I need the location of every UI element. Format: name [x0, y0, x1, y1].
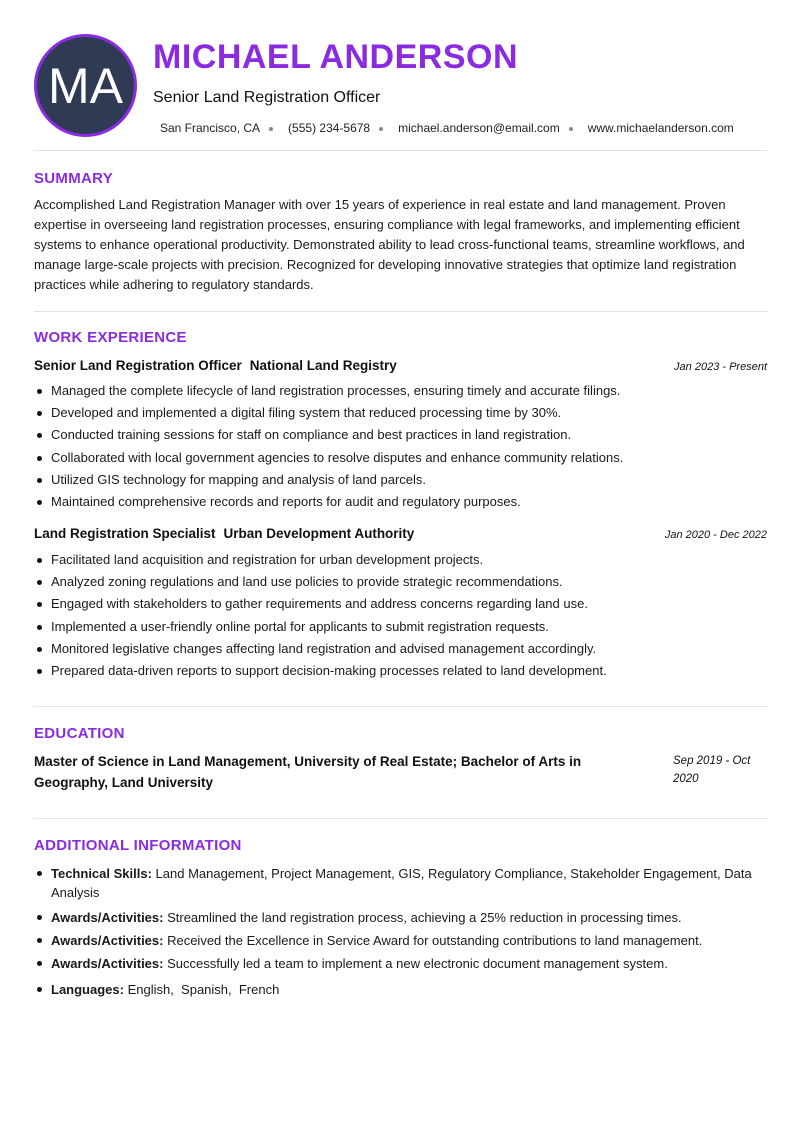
list-item: Facilitated land acquisition and registration for urban development projects.: [34, 549, 769, 571]
separator-dot: [379, 127, 383, 131]
contact-website[interactable]: www.michaelanderson.com: [587, 121, 734, 135]
candidate-name: MICHAEL ANDERSON: [153, 38, 519, 76]
list-item: Developed and implemented a digital filing system that reduced processing time by 30%.: [34, 402, 769, 424]
list-item: [34, 954, 769, 973]
contact-phone: (555) 234-5678: [288, 121, 371, 135]
job-title: [34, 526, 414, 541]
separator-dot: [569, 127, 573, 131]
list-item: Utilized GIS technology for mapping and analysis of land parcels.: [34, 469, 769, 491]
info-text: Streamlined the land registration process, achieving a 25% reduction in processing times.: [163, 910, 682, 925]
avatar-initials: MA: [48, 57, 123, 114]
info-text: English, Spanish, French: [123, 982, 280, 997]
divider: [34, 706, 767, 707]
list-item: Implemented a user-friendly online portal for applicants to submit registration requests.: [34, 616, 769, 638]
additional-info-heading: ADDITIONAL INFORMATION: [34, 837, 242, 854]
divider: [34, 311, 767, 312]
info-label: Languages:: [51, 982, 124, 997]
divider: [34, 818, 767, 819]
contact-email[interactable]: michael.anderson@email.com: [398, 121, 560, 135]
job-bullets: [34, 380, 769, 513]
list-item: Engaged with stakeholders to gather requirements and address concerns regarding land use.: [34, 593, 769, 615]
info-text: Land Management, Project Management, GIS, Regulatory Compliance, Stakeholder Engagement, Data Analysis: [51, 866, 752, 900]
info-text: Received the Excellence in Service Award for outstanding contributions to land management.: [163, 933, 703, 948]
job-date: Jan 2023 - Present: [674, 361, 767, 373]
info-label: Awards/Activities:: [51, 910, 164, 925]
info-label: Awards/Activities:: [51, 933, 164, 948]
list-item: [34, 980, 769, 999]
contact-location: San Francisco, CA: [160, 121, 261, 135]
list-item: [34, 864, 769, 902]
list-item: Managed the complete lifecycle of land registration processes, ensuring timely and accurate filings.: [34, 380, 769, 402]
list-item: Prepared data-driven reports to support decision-making processes related to land development.: [34, 660, 769, 682]
contact-info: [160, 121, 734, 135]
list-item: Conducted training sessions for staff on compliance and best practices in land registration.: [34, 424, 769, 446]
work-experience-heading: WORK EXPERIENCE: [34, 329, 187, 346]
candidate-title: Senior Land Registration Officer: [153, 89, 381, 106]
job-title: [34, 358, 397, 373]
education-date: Sep 2019 - Oct 2020: [673, 755, 751, 785]
job-position: Land Registration Specialist: [34, 526, 216, 541]
summary-heading: SUMMARY: [34, 170, 114, 187]
summary-text: Accomplished Land Registration Manager with over 15 years of experience in real estate and land management. Proven expertise in overseeing land registration processes, ensuring compliance with legal frameworks, and implementing efficient systems to enhance operational productivity. Demonstrated ability to lead cross-functional teams, streamline workflows, and manage large-scale projects with precision. Recognized for developing innovative strategies that optimize land registration practices while adhering to regulatory standards.: [34, 197, 745, 292]
divider: [34, 150, 767, 151]
separator-dot: [269, 127, 273, 131]
list-item: Collaborated with local government agencies to resolve disputes and enhance community relations.: [34, 447, 769, 469]
education-heading: EDUCATION: [34, 725, 125, 742]
job-position: Senior Land Registration Officer: [34, 358, 242, 373]
list-item: [34, 931, 769, 950]
job-organization: Urban Development Authority: [223, 526, 415, 541]
education-degree: Master of Science in Land Management, University of Real Estate; Bachelor of Arts in Geography, Land University: [34, 754, 582, 790]
list-item: Monitored legislative changes affecting land registration and advised management accordingly.: [34, 638, 769, 660]
info-label: Awards/Activities:: [51, 956, 164, 971]
list-item: [34, 908, 769, 927]
job-organization: National Land Registry: [249, 358, 397, 373]
list-item: Analyzed zoning regulations and land use policies to provide strategic recommendations.: [34, 571, 769, 593]
list-item: Maintained comprehensive records and reports for audit and regulatory purposes.: [34, 491, 769, 513]
job-bullets: [34, 549, 769, 682]
info-label: Technical Skills:: [51, 866, 152, 881]
job-date: Jan 2020 - Dec 2022: [664, 529, 767, 541]
info-text: Successfully led a team to implement a new electronic document management system.: [163, 956, 668, 971]
avatar: [34, 34, 137, 137]
additional-info-list: [34, 864, 769, 999]
